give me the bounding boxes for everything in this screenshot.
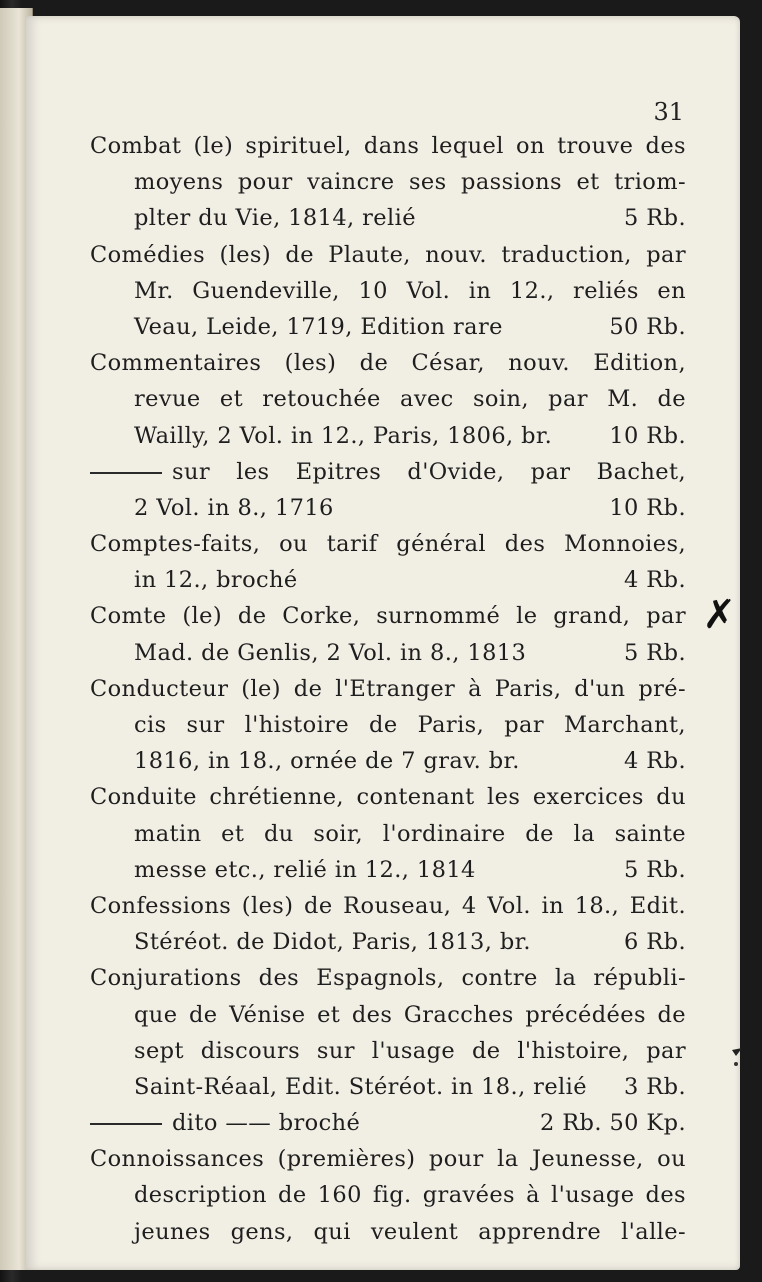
entry-line	[90, 1069, 686, 1105]
entry-line-text: jeunes gens, qui veulent apprendre l'alle-	[134, 1218, 686, 1245]
catalogue-entry	[90, 345, 686, 454]
entry-line	[90, 454, 686, 490]
entry-line-text: cis sur l'histoire de Paris, par Marchant,	[134, 712, 686, 738]
catalogue-entry	[90, 1141, 686, 1250]
entry-price: 6 Rb.	[624, 929, 686, 956]
entry-line-text: in 12., broché	[134, 567, 298, 594]
entry-line	[90, 128, 686, 164]
entry-line	[90, 273, 686, 309]
entry-line-text: Veau, Leide, 1719, Edition rare	[134, 313, 503, 340]
entry-line-text: plter du Vie, 1814, relié	[134, 205, 416, 232]
entry-line	[90, 237, 686, 273]
entry-line-text: sur les Epitres d'Ovide, par Bachet,	[172, 458, 686, 485]
entry-line-text: Comptes-faits, ou tarif général des Monnoies,	[90, 531, 686, 558]
entry-price: 3 Rb.	[624, 1073, 686, 1100]
entry-line-text: Wailly, 2 Vol. in 12., Paris, 1806, br.	[134, 422, 553, 449]
catalogue-entry	[90, 598, 686, 670]
entry-line-text: messe etc., relié in 12., 1814	[134, 856, 476, 883]
ditto-dash	[90, 472, 162, 474]
entry-line	[90, 960, 686, 996]
entry-line-text: Mad. de Genlis, 2 Vol. in 8., 1813	[134, 639, 527, 666]
entry-line	[90, 924, 686, 960]
entry-price: 5 Rb.	[624, 639, 686, 666]
entry-line	[90, 635, 686, 671]
handwritten-mark: ✗	[702, 592, 736, 638]
catalogue-entry	[90, 960, 686, 1105]
entry-line-text: Comte (le) de Corke, surnommé le grand, par	[90, 603, 686, 630]
ditto-dash	[90, 1123, 162, 1125]
entry-line-text: Mr. Guendeville, 10 Vol. in 12., reliés en	[134, 277, 686, 304]
catalogue-entry	[90, 779, 686, 888]
entry-line	[90, 779, 686, 815]
entry-line	[90, 1105, 686, 1141]
entry-line	[90, 707, 686, 743]
entry-line-text: Conjurations des Espagnols, contre la républi-	[90, 965, 686, 992]
entry-line-text: Connoissances (premières) pour la Jeunesse, ou	[90, 1146, 686, 1173]
entry-line	[90, 164, 686, 200]
entry-price: 10 Rb.	[609, 494, 686, 521]
entry-line	[90, 381, 686, 417]
entry-line	[90, 309, 686, 345]
entry-line-text: Stéréot. de Didot, Paris, 1813, br.	[134, 929, 531, 956]
catalogue-entry	[90, 237, 686, 346]
entry-line-text: Commentaires (les) de César, nouv. Edition,	[90, 350, 686, 377]
entry-line	[90, 490, 686, 526]
entry-line-text: Conducteur (le) de l'Etranger à Paris, d'un pré-	[90, 675, 686, 702]
entry-price: 10 Rb.	[609, 422, 686, 449]
entry-line	[90, 743, 686, 779]
entry-line-text: dito —— broché	[172, 1110, 361, 1137]
entry-line	[90, 852, 686, 888]
entry-price: 50 Rb.	[609, 313, 686, 340]
catalogue-entries	[90, 128, 686, 1250]
entry-line-text: Combat (le) spirituel, dans lequel on trouve des	[90, 133, 686, 159]
entry-line-text: sept discours sur l'usage de l'histoire, par	[134, 1037, 686, 1064]
catalogue-entry	[90, 526, 686, 598]
catalogue-entry	[90, 454, 686, 526]
entry-price: 2 Rb. 50 Kp.	[539, 1110, 686, 1137]
entry-line-text: 2 Vol. in 8., 1716	[134, 494, 334, 521]
entry-line-text: moyens pour vaincre ses passions et triom-	[134, 169, 686, 196]
entry-line	[90, 598, 686, 634]
entry-line-text: Saint-Réaal, Edit. Stéréot. in 18., relié	[134, 1073, 587, 1100]
entry-line	[90, 671, 686, 707]
catalogue-entry	[90, 671, 686, 780]
entry-line	[90, 526, 686, 562]
entry-price: 5 Rb.	[624, 205, 686, 232]
entry-line	[90, 997, 686, 1033]
entry-line	[90, 1214, 686, 1250]
catalogue-entry	[90, 1105, 686, 1141]
entry-line	[90, 345, 686, 381]
catalogue-entry	[90, 888, 686, 960]
entry-line-text: 1816, in 18., ornée de 7 grav. br.	[134, 748, 520, 775]
entry-price: 4 Rb.	[624, 567, 686, 594]
catalogue-entry	[90, 128, 686, 237]
entry-line	[90, 888, 686, 924]
entry-price: 4 Rb.	[624, 748, 686, 775]
entry-line-text: Conduite chrétienne, contenant les exercices du	[90, 784, 686, 811]
entry-line-text: Confessions (les) de Rouseau, 4 Vol. in 18., Edit.	[90, 892, 686, 919]
ink-speck-icon	[730, 1046, 744, 1070]
entry-line-text: que de Vénise et des Gracches précédées de	[134, 1001, 686, 1028]
entry-line-text: Comédies (les) de Plaute, nouv. traduction, par	[90, 241, 686, 268]
page-number: 31	[653, 98, 684, 126]
entry-line	[90, 816, 686, 852]
entry-line	[90, 1033, 686, 1069]
entry-line-text: matin et du soir, l'ordinaire de la sainte	[134, 820, 686, 847]
entry-line-text: revue et retouchée avec soin, par M. de	[134, 386, 686, 413]
entry-line	[90, 1141, 686, 1177]
entry-line	[90, 1177, 686, 1213]
entry-line	[90, 562, 686, 598]
entry-line-text: description de 160 fig. gravées à l'usage des	[134, 1182, 686, 1209]
entry-price: 5 Rb.	[624, 856, 686, 883]
entry-line	[90, 200, 686, 236]
entry-line	[90, 418, 686, 454]
